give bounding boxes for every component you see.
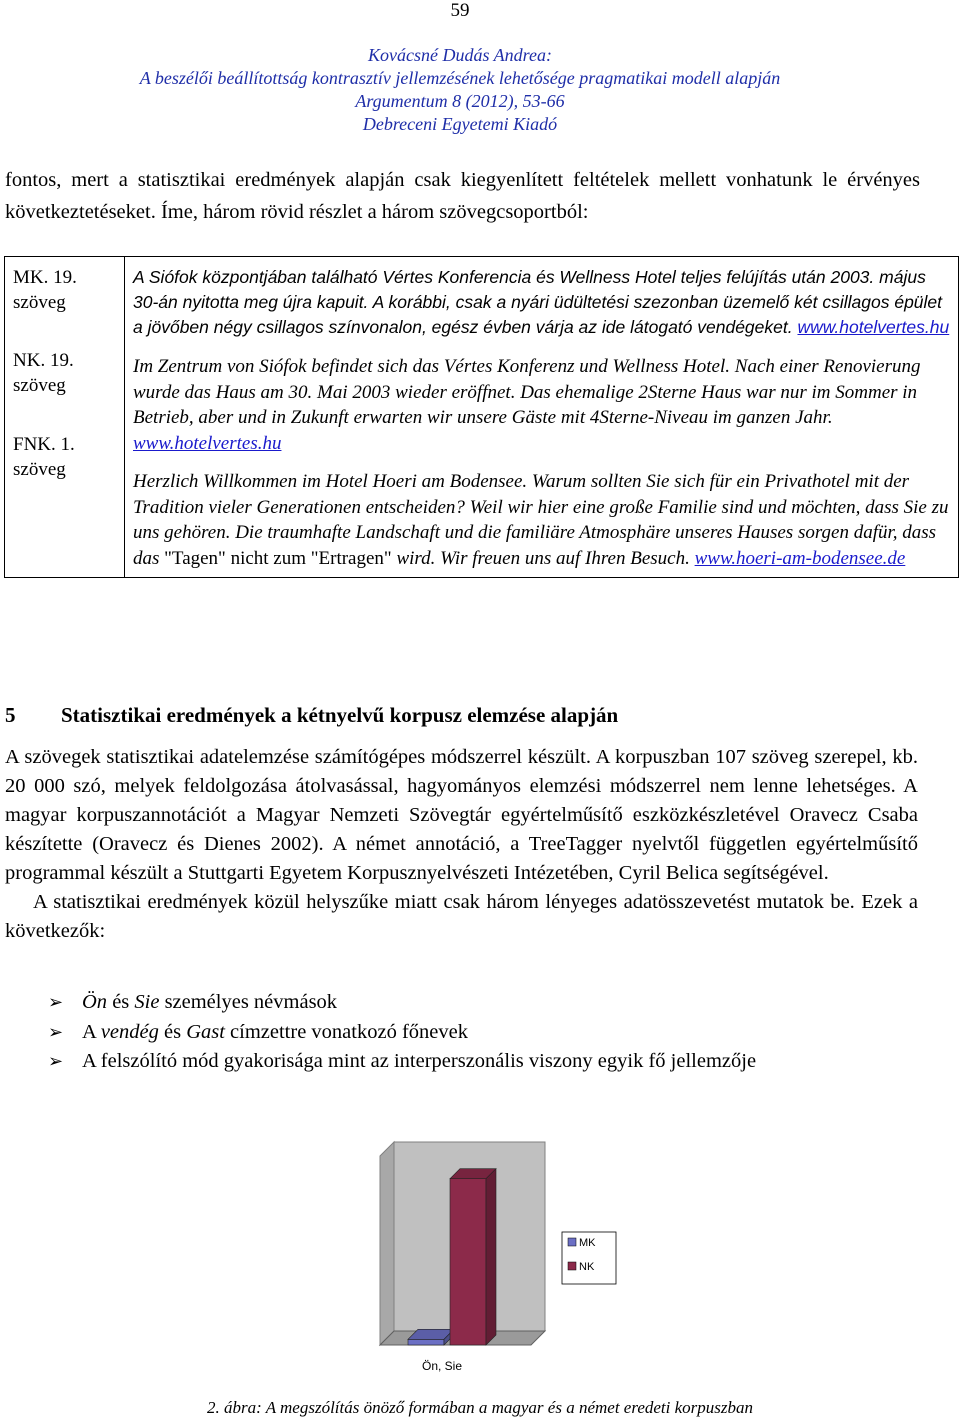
example-mk-text: A Siófok központjában található Vértes Konferencia és Wellness Hotel teljes felújítás után 2003. május 30-án nyitotta meg újra kapuit. A korábbi, csak a nyári üdültetési szezonban üzemelő két csillagos épület a jövőben négy csillagos színvonalon, egész évben várja az ide látogató vendégeket. <box>133 267 943 337</box>
header-title: A beszélői beállítottság kontrasztív jellemzésének lehetősége pragmatikai modell alapján <box>139 68 781 88</box>
body-paragraph-1: A szövegek statisztikai adatelemzése számítógépes módszerrel készült. A korpuszban 107 szöveg szerepel, kb. 20 000 szó, melyek feldolgozása átolvasással, hagyományos elemzési módszerrel nem lenne lehetséges. A magyar korpuszannotációt a Magyar Nemzeti Szövegtár egyértelműsítő eszközkészletével Oravecz Csaba készítette (Oravecz és Dienes 2002). A német annotáció, a TreeTagger nyelvtől független egyértelműsítő programmal készült a Stuttgarti Egyetem Korpusznyelvészeti Intézetében, Cyril Belica segítségével. <box>5 746 918 884</box>
legend-label-mk: MK <box>579 1237 596 1249</box>
header-publisher: Debreceni Egyetemi Kiadó <box>362 114 558 134</box>
section-heading <box>5 703 618 728</box>
list-item <box>48 988 756 1018</box>
x-tick-label: Ön, Sie <box>421 1359 463 1373</box>
label-mk-szoveg: szöveg <box>13 292 66 313</box>
link-hoeri[interactable]: www.hoeri-am-bodensee.de <box>694 547 906 569</box>
bar-nk-side <box>486 1169 496 1345</box>
example-fnk-text-a: Herzlich Willkommen im Hotel Hoeri am Bodensee. Warum sollten Sie sich für ein Privathotel mit der Tradition vieler Generationen entscheiden? Weil wir hier eine große Familie sind und möchten, dass Sie zu uns gehören. Die traumhafte Landschaft und die familiäre Atmosphäre unseres Hauses sorgen dafür, dass das <box>133 471 949 569</box>
bullet-2-em-1: vendég <box>100 1020 159 1043</box>
bullet-3-text: A felszólító mód gyakorisága mint az interperszonális viszony egyik fő jellemzője <box>82 1050 757 1072</box>
running-header <box>0 44 920 136</box>
example-nk <box>133 354 950 456</box>
arrow-bullet-icon: ➢ <box>48 1021 64 1042</box>
bullet-2-em-2: Gast <box>186 1020 225 1043</box>
chart-figure <box>300 1130 630 1385</box>
bullet-1-mid: és <box>107 991 135 1013</box>
legend-label-nk: NK <box>579 1261 595 1273</box>
chart-side-wall <box>380 1142 394 1345</box>
bullet-2-pre: A <box>82 1020 101 1043</box>
page-number: 59 <box>450 0 470 21</box>
legend-swatch-nk <box>568 1262 576 1270</box>
bullet-list <box>48 988 756 1077</box>
label-nk: NK. 19. <box>13 350 74 371</box>
intro-paragraph: fontos, mert a statisztikai eredmények alapján csak kiegyenlített feltételek mellett vonhatunk le érvényes következtetéseket. Íme, három rövid részlet a három szövegcsoportból: <box>5 169 920 223</box>
bullet-1-em-2: Sie <box>134 991 160 1013</box>
body-paragraph-2: A statisztikai eredmények közül helyszűke miatt csak három lényeges adatösszevetést mutatok be. Ezek a következők: <box>5 891 918 942</box>
bar-nk-front <box>450 1179 486 1345</box>
label-fnk: FNK. 1. <box>13 434 75 455</box>
section-number: 5 <box>5 703 16 727</box>
example-fnk <box>133 469 950 571</box>
examples-texts <box>125 257 959 578</box>
examples-labels <box>5 257 125 578</box>
list-item <box>48 1018 756 1048</box>
list-item <box>48 1047 756 1077</box>
arrow-bullet-icon: ➢ <box>48 1051 64 1071</box>
legend-swatch-mk <box>568 1238 576 1246</box>
example-fnk-quote: "Tagen" nicht zum "Ertragen" <box>164 547 392 569</box>
header-author: Kovácsné Dudás Andrea: <box>368 45 552 65</box>
arrow-bullet-icon: ➢ <box>48 992 64 1012</box>
example-fnk-text-b: wird. Wir freuen uns auf Ihren Besuch. <box>391 547 695 569</box>
header-journal: Argumentum 8 (2012), 53-66 <box>355 91 565 111</box>
bullet-2-mid: és <box>158 1020 187 1043</box>
bar-chart <box>300 1130 630 1385</box>
example-mk <box>133 265 950 340</box>
example-nk-text: Im Zentrum von Siófok befindet sich das Vértes Konferenz und Wellness Hotel. Nach einer Renovierung wurde das Haus am 30. Mai 2003 wieder eröffnet. Das ehemalige 2Sterne Haus war nur im Sommer in Betrieb, aber und in Zukunft erwarten wir unsere Gäste mit 4Sterne-Niveau im ganzen Jahr. <box>133 356 921 428</box>
link-hotelvertes-mk[interactable]: www.hotelvertes.hu <box>797 317 950 337</box>
body-text <box>5 743 918 946</box>
link-hotelvertes-nk[interactable]: www.hotelvertes.hu <box>133 432 282 454</box>
examples-table <box>4 256 959 578</box>
label-nk-szoveg: szöveg <box>13 375 66 396</box>
label-mk: MK. 19. <box>13 267 77 288</box>
bullet-1-rest: személyes névmások <box>159 991 338 1013</box>
bullet-1-em-1: Ön <box>82 991 108 1013</box>
bar-mk-front <box>408 1339 444 1345</box>
section-title: Statisztikai eredmények a kétnyelvű korpusz elemzése alapján <box>61 703 619 727</box>
figure-caption: 2. ábra: A megszólítás önöző formában a magyar és a német eredeti korpuszban <box>206 1398 754 1417</box>
bullet-2-rest: címzettre vonatkozó főnevek <box>224 1020 468 1043</box>
label-fnk-szoveg: szöveg <box>13 459 66 480</box>
